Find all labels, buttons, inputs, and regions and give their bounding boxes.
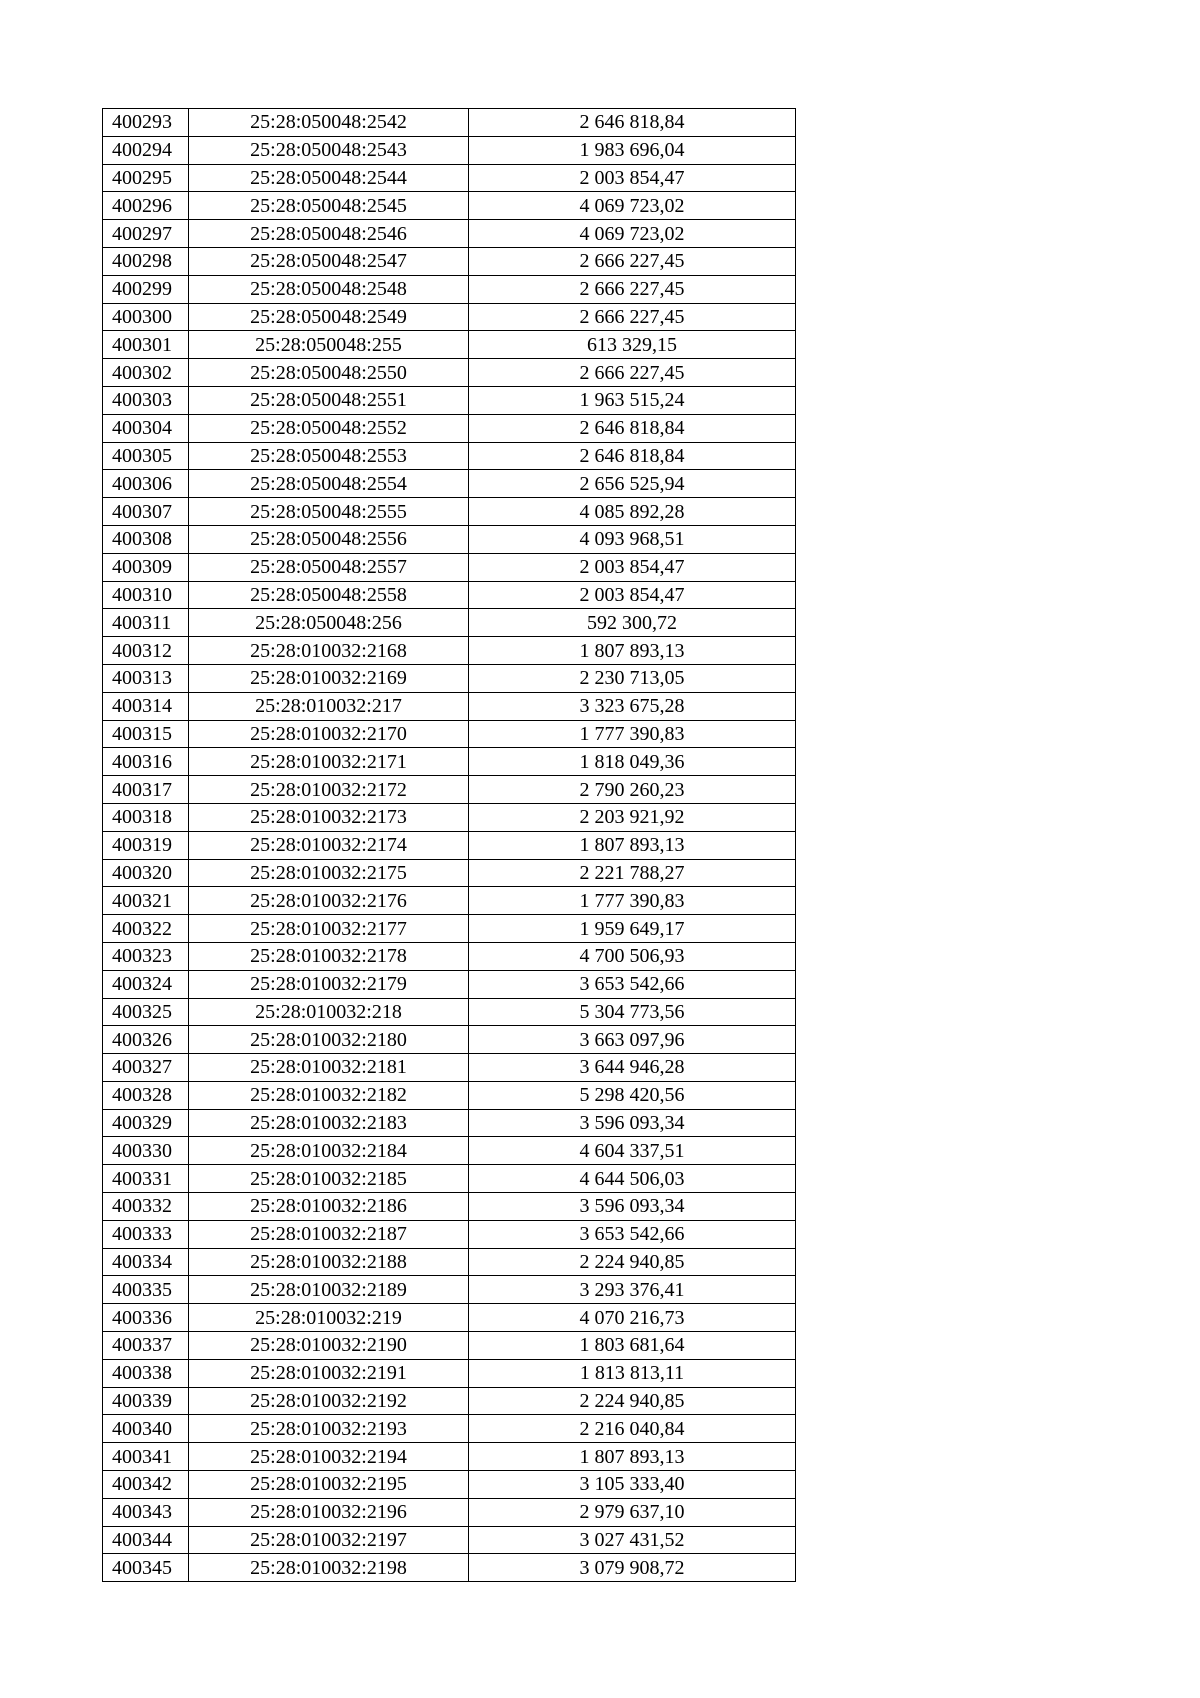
cadastral-number-cell: 25:28:010032:2178 <box>189 942 469 970</box>
table-row <box>103 998 796 1026</box>
cadastral-value-cell: 1 807 893,13 <box>469 1443 796 1471</box>
cadastral-value-cell: 2 646 818,84 <box>469 109 796 137</box>
table-row <box>103 442 796 470</box>
cadastral-value-cell: 4 069 723,02 <box>469 192 796 220</box>
row-id-cell: 400300 <box>103 303 189 331</box>
cadastral-value-cell: 3 653 542,66 <box>469 1220 796 1248</box>
table-row <box>103 109 796 137</box>
cadastral-number-cell: 25:28:010032:2193 <box>189 1415 469 1443</box>
cadastral-number-cell: 25:28:010032:2179 <box>189 970 469 998</box>
cadastral-value-cell: 4 070 216,73 <box>469 1304 796 1332</box>
cadastral-value-cell: 4 085 892,28 <box>469 498 796 526</box>
table-row <box>103 803 796 831</box>
row-id-cell: 400299 <box>103 275 189 303</box>
table-row <box>103 1081 796 1109</box>
row-id-cell: 400319 <box>103 831 189 859</box>
table-row <box>103 1054 796 1082</box>
table-body <box>103 109 796 1582</box>
cadastral-number-cell: 25:28:050048:2557 <box>189 553 469 581</box>
cadastral-number-cell: 25:28:010032:2185 <box>189 1165 469 1193</box>
table-row <box>103 470 796 498</box>
row-id-cell: 400311 <box>103 609 189 637</box>
row-id-cell: 400342 <box>103 1471 189 1499</box>
cadastral-number-cell: 25:28:010032:2190 <box>189 1332 469 1360</box>
row-id-cell: 400329 <box>103 1109 189 1137</box>
cadastral-number-cell: 25:28:010032:2189 <box>189 1276 469 1304</box>
cadastral-value-table <box>102 108 796 1582</box>
row-id-cell: 400308 <box>103 525 189 553</box>
row-id-cell: 400324 <box>103 970 189 998</box>
cadastral-value-cell: 1 818 049,36 <box>469 748 796 776</box>
cadastral-number-cell: 25:28:010032:2192 <box>189 1387 469 1415</box>
cadastral-number-cell: 25:28:010032:2194 <box>189 1443 469 1471</box>
cadastral-number-cell: 25:28:010032:2183 <box>189 1109 469 1137</box>
table-row <box>103 1276 796 1304</box>
cadastral-number-cell: 25:28:010032:2187 <box>189 1220 469 1248</box>
table-row <box>103 887 796 915</box>
cadastral-number-cell: 25:28:010032:2170 <box>189 720 469 748</box>
cadastral-number-cell: 25:28:050048:2555 <box>189 498 469 526</box>
cadastral-number-cell: 25:28:050048:2543 <box>189 136 469 164</box>
table-row <box>103 664 796 692</box>
row-id-cell: 400294 <box>103 136 189 164</box>
row-id-cell: 400332 <box>103 1193 189 1221</box>
cadastral-number-cell: 25:28:010032:2168 <box>189 637 469 665</box>
cadastral-value-cell: 4 069 723,02 <box>469 220 796 248</box>
cadastral-value-cell: 1 777 390,83 <box>469 720 796 748</box>
table-row <box>103 1109 796 1137</box>
cadastral-value-cell: 2 979 637,10 <box>469 1498 796 1526</box>
table-row <box>103 386 796 414</box>
cadastral-number-cell: 25:28:050048:2552 <box>189 414 469 442</box>
table-row <box>103 1387 796 1415</box>
row-id-cell: 400309 <box>103 553 189 581</box>
cadastral-value-cell: 2 224 940,85 <box>469 1248 796 1276</box>
cadastral-value-cell: 2 790 260,23 <box>469 776 796 804</box>
cadastral-value-cell: 2 224 940,85 <box>469 1387 796 1415</box>
cadastral-number-cell: 25:28:010032:2169 <box>189 664 469 692</box>
cadastral-number-cell: 25:28:010032:219 <box>189 1304 469 1332</box>
row-id-cell: 400307 <box>103 498 189 526</box>
cadastral-number-cell: 25:28:010032:2186 <box>189 1193 469 1221</box>
cadastral-value-cell: 3 323 675,28 <box>469 692 796 720</box>
table-row <box>103 1165 796 1193</box>
cadastral-value-cell: 2 003 854,47 <box>469 553 796 581</box>
table-row <box>103 220 796 248</box>
cadastral-number-cell: 25:28:010032:2172 <box>189 776 469 804</box>
cadastral-value-cell: 3 293 376,41 <box>469 1276 796 1304</box>
cadastral-number-cell: 25:28:050048:256 <box>189 609 469 637</box>
cadastral-number-cell: 25:28:010032:217 <box>189 692 469 720</box>
table-row <box>103 1220 796 1248</box>
cadastral-value-cell: 1 983 696,04 <box>469 136 796 164</box>
cadastral-value-cell: 3 079 908,72 <box>469 1554 796 1582</box>
row-id-cell: 400333 <box>103 1220 189 1248</box>
cadastral-value-cell: 3 653 542,66 <box>469 970 796 998</box>
row-id-cell: 400326 <box>103 1026 189 1054</box>
row-id-cell: 400345 <box>103 1554 189 1582</box>
cadastral-value-cell: 613 329,15 <box>469 331 796 359</box>
row-id-cell: 400337 <box>103 1332 189 1360</box>
cadastral-number-cell: 25:28:010032:2182 <box>189 1081 469 1109</box>
cadastral-number-cell: 25:28:050048:2545 <box>189 192 469 220</box>
table-row <box>103 581 796 609</box>
row-id-cell: 400296 <box>103 192 189 220</box>
table-row <box>103 1471 796 1499</box>
cadastral-number-cell: 25:28:010032:2191 <box>189 1359 469 1387</box>
table-row <box>103 1554 796 1582</box>
table-row <box>103 1526 796 1554</box>
cadastral-value-cell: 1 777 390,83 <box>469 887 796 915</box>
cadastral-number-cell: 25:28:010032:2181 <box>189 1054 469 1082</box>
cadastral-value-cell: 3 027 431,52 <box>469 1526 796 1554</box>
table-row <box>103 553 796 581</box>
row-id-cell: 400302 <box>103 359 189 387</box>
table-row <box>103 859 796 887</box>
row-id-cell: 400304 <box>103 414 189 442</box>
table-row <box>103 609 796 637</box>
cadastral-value-cell: 2 003 854,47 <box>469 581 796 609</box>
table-row <box>103 692 796 720</box>
table-row <box>103 498 796 526</box>
cadastral-number-cell: 25:28:050048:2558 <box>189 581 469 609</box>
cadastral-number-cell: 25:28:050048:2556 <box>189 525 469 553</box>
cadastral-number-cell: 25:28:010032:2171 <box>189 748 469 776</box>
row-id-cell: 400314 <box>103 692 189 720</box>
cadastral-number-cell: 25:28:050048:255 <box>189 331 469 359</box>
table-row <box>103 275 796 303</box>
cadastral-value-cell: 2 666 227,45 <box>469 303 796 331</box>
cadastral-value-cell: 3 663 097,96 <box>469 1026 796 1054</box>
row-id-cell: 400310 <box>103 581 189 609</box>
cadastral-number-cell: 25:28:010032:2195 <box>189 1471 469 1499</box>
table-row <box>103 303 796 331</box>
cadastral-value-cell: 2 230 713,05 <box>469 664 796 692</box>
cadastral-value-cell: 2 216 040,84 <box>469 1415 796 1443</box>
row-id-cell: 400344 <box>103 1526 189 1554</box>
row-id-cell: 400301 <box>103 331 189 359</box>
row-id-cell: 400334 <box>103 1248 189 1276</box>
table-row <box>103 1443 796 1471</box>
cadastral-value-cell: 3 596 093,34 <box>469 1109 796 1137</box>
table-row <box>103 942 796 970</box>
row-id-cell: 400331 <box>103 1165 189 1193</box>
cadastral-value-cell: 5 304 773,56 <box>469 998 796 1026</box>
cadastral-value-cell: 3 105 333,40 <box>469 1471 796 1499</box>
cadastral-number-cell: 25:28:010032:2175 <box>189 859 469 887</box>
cadastral-value-cell: 2 666 227,45 <box>469 247 796 275</box>
cadastral-number-cell: 25:28:010032:2173 <box>189 803 469 831</box>
row-id-cell: 400317 <box>103 776 189 804</box>
row-id-cell: 400320 <box>103 859 189 887</box>
cadastral-value-cell: 2 646 818,84 <box>469 442 796 470</box>
row-id-cell: 400339 <box>103 1387 189 1415</box>
table-row <box>103 1415 796 1443</box>
row-id-cell: 400322 <box>103 915 189 943</box>
cadastral-value-cell: 3 596 093,34 <box>469 1193 796 1221</box>
cadastral-value-cell: 4 604 337,51 <box>469 1137 796 1165</box>
row-id-cell: 400303 <box>103 386 189 414</box>
table-row <box>103 1193 796 1221</box>
cadastral-number-cell: 25:28:010032:2174 <box>189 831 469 859</box>
cadastral-number-cell: 25:28:050048:2550 <box>189 359 469 387</box>
row-id-cell: 400330 <box>103 1137 189 1165</box>
row-id-cell: 400315 <box>103 720 189 748</box>
cadastral-value-cell: 4 644 506,03 <box>469 1165 796 1193</box>
table-row <box>103 748 796 776</box>
row-id-cell: 400325 <box>103 998 189 1026</box>
table-row <box>103 525 796 553</box>
row-id-cell: 400313 <box>103 664 189 692</box>
cadastral-value-cell: 2 203 921,92 <box>469 803 796 831</box>
table-row <box>103 247 796 275</box>
cadastral-value-cell: 1 963 515,24 <box>469 386 796 414</box>
cadastral-value-cell: 2 003 854,47 <box>469 164 796 192</box>
table-row <box>103 192 796 220</box>
cadastral-value-cell: 1 959 649,17 <box>469 915 796 943</box>
cadastral-value-cell: 1 813 813,11 <box>469 1359 796 1387</box>
cadastral-value-cell: 1 807 893,13 <box>469 637 796 665</box>
cadastral-number-cell: 25:28:010032:2184 <box>189 1137 469 1165</box>
cadastral-number-cell: 25:28:050048:2548 <box>189 275 469 303</box>
row-id-cell: 400336 <box>103 1304 189 1332</box>
table-row <box>103 136 796 164</box>
cadastral-number-cell: 25:28:010032:2197 <box>189 1526 469 1554</box>
table-row <box>103 637 796 665</box>
table-row <box>103 776 796 804</box>
row-id-cell: 400341 <box>103 1443 189 1471</box>
row-id-cell: 400306 <box>103 470 189 498</box>
cadastral-value-cell: 592 300,72 <box>469 609 796 637</box>
table-row <box>103 1137 796 1165</box>
table-row <box>103 359 796 387</box>
cadastral-number-cell: 25:28:010032:2176 <box>189 887 469 915</box>
cadastral-value-cell: 1 807 893,13 <box>469 831 796 859</box>
cadastral-value-cell: 2 221 788,27 <box>469 859 796 887</box>
cadastral-value-cell: 3 644 946,28 <box>469 1054 796 1082</box>
row-id-cell: 400297 <box>103 220 189 248</box>
row-id-cell: 400340 <box>103 1415 189 1443</box>
row-id-cell: 400293 <box>103 109 189 137</box>
table-row <box>103 1332 796 1360</box>
cadastral-number-cell: 25:28:010032:218 <box>189 998 469 1026</box>
cadastral-number-cell: 25:28:050048:2553 <box>189 442 469 470</box>
row-id-cell: 400343 <box>103 1498 189 1526</box>
cadastral-value-cell: 5 298 420,56 <box>469 1081 796 1109</box>
table-row <box>103 720 796 748</box>
table-row <box>103 1498 796 1526</box>
row-id-cell: 400298 <box>103 247 189 275</box>
table-row <box>103 1359 796 1387</box>
table-row <box>103 164 796 192</box>
table-row <box>103 831 796 859</box>
cadastral-number-cell: 25:28:010032:2188 <box>189 1248 469 1276</box>
cadastral-number-cell: 25:28:050048:2547 <box>189 247 469 275</box>
cadastral-number-cell: 25:28:050048:2551 <box>189 386 469 414</box>
row-id-cell: 400318 <box>103 803 189 831</box>
cadastral-value-cell: 1 803 681,64 <box>469 1332 796 1360</box>
table-row <box>103 1026 796 1054</box>
cadastral-number-cell: 25:28:010032:2196 <box>189 1498 469 1526</box>
row-id-cell: 400335 <box>103 1276 189 1304</box>
row-id-cell: 400305 <box>103 442 189 470</box>
cadastral-number-cell: 25:28:050048:2544 <box>189 164 469 192</box>
row-id-cell: 400295 <box>103 164 189 192</box>
cadastral-number-cell: 25:28:050048:2542 <box>189 109 469 137</box>
cadastral-number-cell: 25:28:010032:2177 <box>189 915 469 943</box>
table-row <box>103 414 796 442</box>
table-row <box>103 970 796 998</box>
cadastral-number-cell: 25:28:010032:2180 <box>189 1026 469 1054</box>
cadastral-value-cell: 2 646 818,84 <box>469 414 796 442</box>
row-id-cell: 400316 <box>103 748 189 776</box>
cadastral-number-cell: 25:28:010032:2198 <box>189 1554 469 1582</box>
cadastral-value-cell: 2 666 227,45 <box>469 275 796 303</box>
cadastral-value-cell: 2 666 227,45 <box>469 359 796 387</box>
cadastral-number-cell: 25:28:050048:2546 <box>189 220 469 248</box>
cadastral-value-cell: 4 700 506,93 <box>469 942 796 970</box>
table-row <box>103 331 796 359</box>
table-row <box>103 1304 796 1332</box>
row-id-cell: 400321 <box>103 887 189 915</box>
row-id-cell: 400338 <box>103 1359 189 1387</box>
table-row <box>103 1248 796 1276</box>
row-id-cell: 400327 <box>103 1054 189 1082</box>
cadastral-number-cell: 25:28:050048:2549 <box>189 303 469 331</box>
cadastral-value-cell: 2 656 525,94 <box>469 470 796 498</box>
cadastral-value-cell: 4 093 968,51 <box>469 525 796 553</box>
table-row <box>103 915 796 943</box>
cadastral-number-cell: 25:28:050048:2554 <box>189 470 469 498</box>
row-id-cell: 400323 <box>103 942 189 970</box>
row-id-cell: 400312 <box>103 637 189 665</box>
row-id-cell: 400328 <box>103 1081 189 1109</box>
